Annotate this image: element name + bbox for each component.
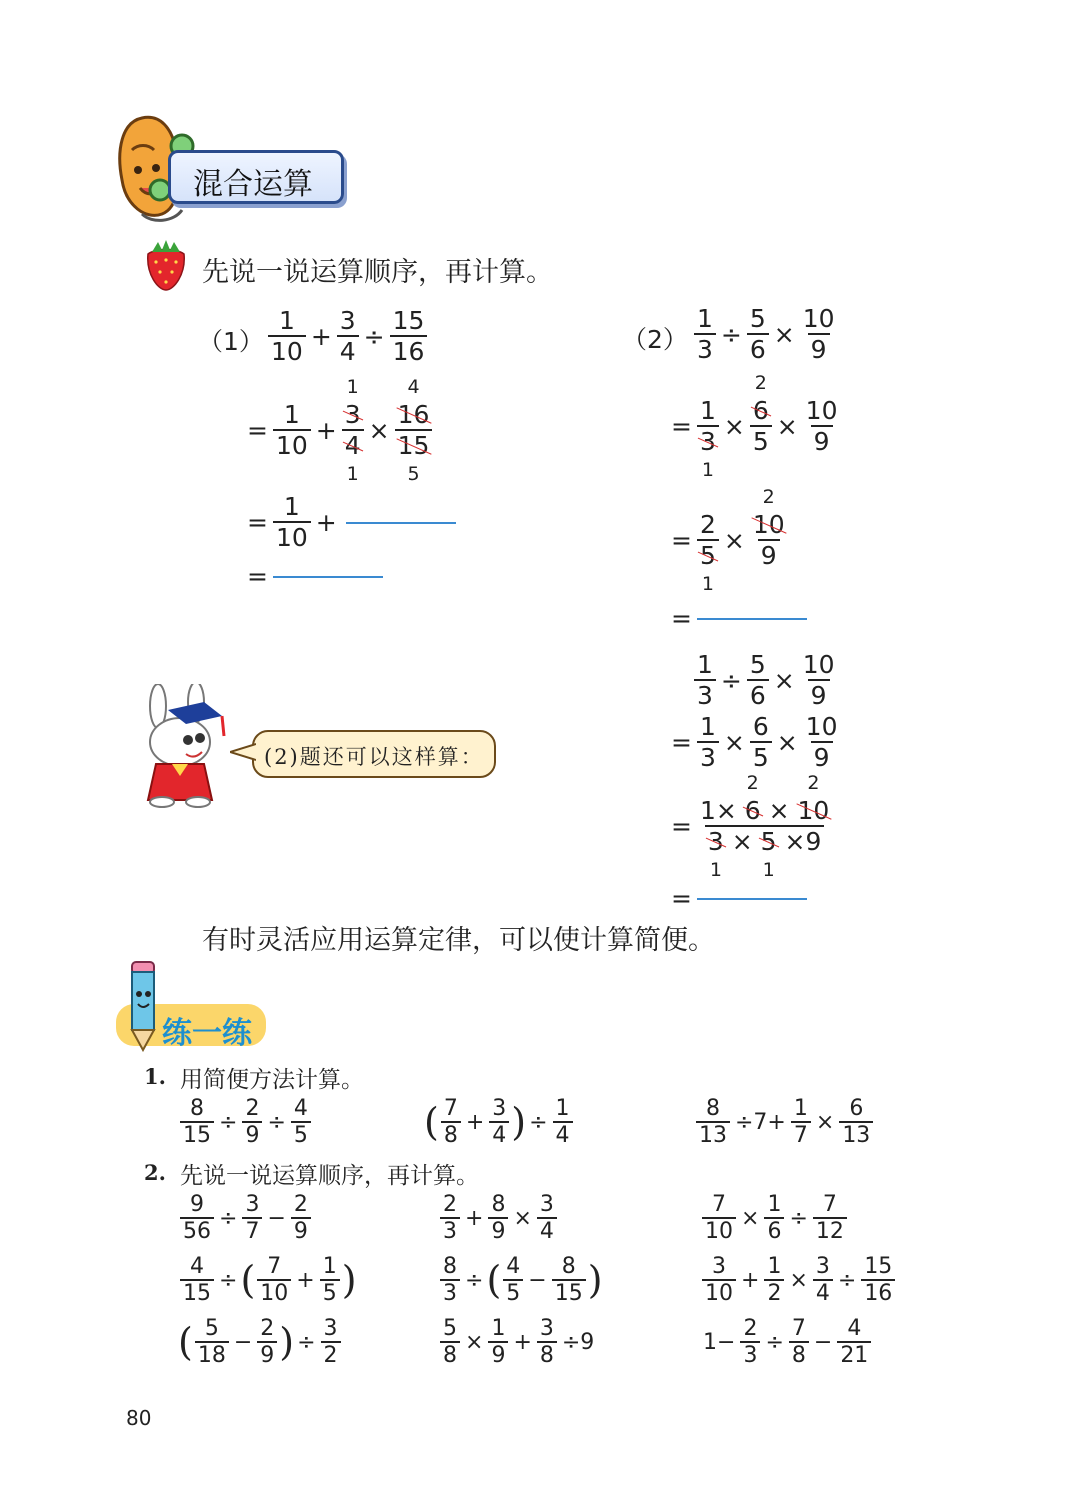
q2-r3c3: 1− $\frac{2}{3}$ ÷ $\frac{7}{8}$ − $\frac{4}{21}$ [700, 1316, 873, 1368]
rabbit-teacher-icon [138, 684, 230, 808]
example2-line2: = 1 3 1 × 2 6 5 × $\frac{10}{9}$ [668, 396, 842, 456]
question1-text: 用简便方法计算。 [180, 1067, 364, 1093]
q2-r2c1: $\frac{4}{15}$ ÷( $\frac{7}{10}$ + $\frac{1}{5}$ ) [178, 1254, 357, 1306]
fraction: $\frac{6}{5}$ [750, 712, 772, 772]
cancelled-fraction: 2 10 9 [752, 486, 785, 570]
fraction: $\frac{1}{10}$ [268, 306, 306, 366]
question2-text: 先说一说运算顺序，再计算。 [180, 1163, 479, 1189]
q1-problem3: $\frac{8}{13}$ ÷7+ $\frac{1}{7}$ × $\frac{6}{13}$ [694, 1096, 875, 1148]
fraction: $\frac{10}{9}$ [805, 712, 838, 772]
fraction: $\frac{15}{16}$ [390, 306, 428, 366]
section-title: 混合运算 [193, 167, 313, 202]
fraction: $\frac{1}{3}$ [697, 712, 719, 772]
answer-blank[interactable] [273, 575, 383, 578]
example1-line2: = $\frac{1}{10}$ + 1 3 4 1 × 4 16 15 5 [244, 400, 434, 460]
fraction: $\frac{1}{3}$ [694, 304, 716, 364]
fraction: $\frac{5}{6}$ [747, 304, 769, 364]
fraction: $\frac{1}{10}$ [273, 400, 311, 460]
practice-title: 练一练 [162, 1016, 252, 1051]
q2-r1c2: $\frac{2}{3}$ + $\frac{8}{9}$ × $\frac{3}{4}$ [438, 1192, 559, 1244]
example2-line3: = 2 5 1 × 2 10 9 [668, 510, 790, 570]
example2-line1: $\frac{1}{3}$ ÷ $\frac{5}{6}$ × $\frac{10}{9}$ [692, 304, 840, 364]
fraction: $\frac{5}{6}$ [747, 650, 769, 710]
fraction: $\frac{1}{10}$ [273, 492, 311, 552]
fraction: $\frac{10}{9}$ [805, 396, 838, 456]
cancelled-product-fraction: 1× 2 6 × 2 10 3 1 × 5 1 ×9 [699, 772, 830, 881]
q2-r2c3: $\frac{3}{10}$ + $\frac{1}{2}$ × $\frac{3}{4}$ ÷ $\frac{15}{16}$ [700, 1254, 897, 1306]
cancelled-fraction: 4 16 15 5 [395, 400, 433, 460]
q2-r2c2: $\frac{8}{3}$ ÷( $\frac{4}{5}$ − $\frac{8}{15}$ ) [438, 1254, 603, 1306]
alt-line1: $\frac{1}{3}$ ÷ $\frac{5}{6}$ × $\frac{10}{9}$ [692, 650, 840, 710]
fraction: $\frac{10}{9}$ [802, 650, 835, 710]
speech-bubble-text: (2)题还可以这样算： [264, 745, 484, 769]
page-number: 80 [126, 1406, 152, 1430]
cancelled-fraction: 2 5 1 [697, 510, 719, 570]
cancelled-fraction: 2 6 5 [750, 396, 772, 456]
q2-r3c1: ( $\frac{5}{18}$ − $\frac{2}{9}$ ) ÷ $\frac{3}{2}$ [178, 1316, 343, 1368]
question2-number: 2. [144, 1160, 166, 1185]
fraction: $\frac{10}{9}$ [802, 304, 835, 364]
section-title-box [168, 150, 344, 204]
fraction: $\frac{1}{3}$ [694, 650, 716, 710]
answer-blank[interactable] [697, 617, 807, 620]
alt-line3: = 1× 2 6 × 2 10 3 1 × 5 1 ×9 [668, 796, 834, 856]
question1-number: 1. [144, 1064, 166, 1089]
q2-r3c2: $\frac{5}{8}$ × $\frac{1}{9}$ + $\frac{3}{8}$ ÷9 [438, 1316, 597, 1368]
fraction: $\frac{3}{4}$ [337, 306, 359, 366]
instruction-text: 先说一说运算顺序，再计算。 [202, 257, 553, 288]
example1-line1: $\frac{1}{10}$ + $\frac{3}{4}$ ÷ $\frac{15}{16}$ [266, 306, 429, 366]
q1-problem1: $\frac{8}{15}$ ÷ $\frac{2}{9}$ ÷ $\frac{4}{5}$ [178, 1096, 313, 1148]
pencil-mascot-icon [118, 956, 168, 1052]
answer-blank[interactable] [346, 521, 456, 524]
note-text: 有时灵活应用运算定律，可以使计算简便。 [202, 925, 715, 956]
example1-label: （1） [198, 327, 264, 356]
alt-line2: = $\frac{1}{3}$ × $\frac{6}{5}$ × $\frac{10}{9}$ [668, 712, 842, 772]
alt-line4: = [668, 882, 807, 913]
cancelled-fraction: 1 3 4 1 [342, 400, 364, 460]
example2-label: （2） [622, 325, 688, 354]
speech-bubble-tail [230, 742, 256, 766]
example1-line3: = $\frac{1}{10}$ + [244, 492, 456, 552]
q2-r1c3: $\frac{7}{10}$ × $\frac{1}{6}$ ÷ $\frac{7}{12}$ [700, 1192, 849, 1244]
example2-line4: = [668, 602, 807, 633]
strawberry-icon [142, 238, 190, 292]
q2-r1c1: $\frac{9}{56}$ ÷ $\frac{3}{7}$ − $\frac{2}{9}$ [178, 1192, 313, 1244]
answer-blank[interactable] [697, 897, 807, 900]
example1-line4: = [244, 560, 383, 591]
q1-problem2: ( $\frac{7}{8}$ + $\frac{3}{4}$ ) ÷ $\frac{1}{4}$ [424, 1096, 575, 1148]
speech-bubble [252, 730, 496, 778]
cancelled-fraction: 1 3 1 [697, 396, 719, 456]
